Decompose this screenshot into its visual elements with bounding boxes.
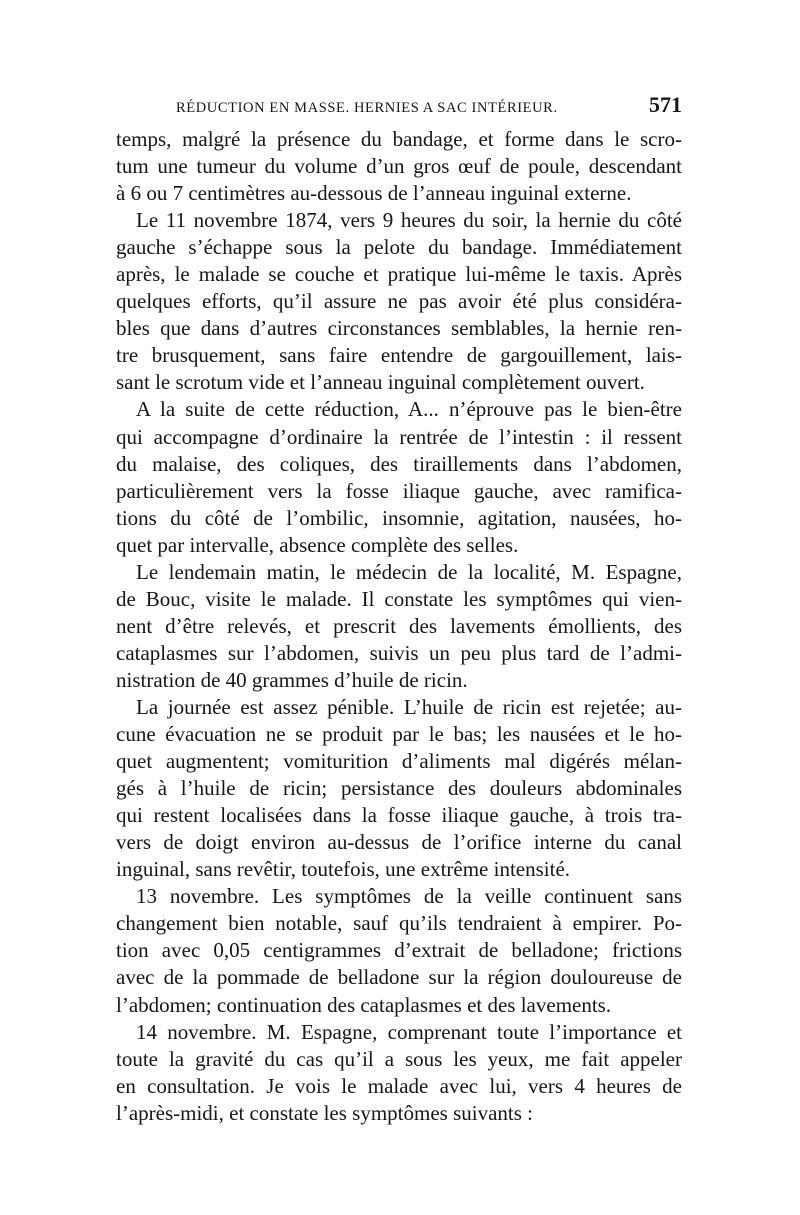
text-line: nistration de 40 grammes d’huile de ricin.	[116, 667, 468, 692]
text-line: vers de doigt environ au-dessus de l’orifice interne du canal	[116, 830, 682, 855]
text-line: l’abdomen; continuation des cataplasmes et des lavements.	[116, 992, 612, 1017]
text-line: particulièrement vers la fosse iliaque gauche, avec ramifica-	[116, 478, 682, 503]
text-line: tions du côté de l’ombilic, insomnie, agitation, nausées, ho-	[116, 505, 682, 530]
text-line: avec de la pommade de belladone sur la région douloureuse de	[116, 965, 682, 990]
text-line: cune évacuation ne se produit par le bas; les nausées et le ho-	[116, 722, 682, 747]
text-line: quet par intervalle, absence complète des selles.	[116, 532, 519, 557]
text-line: tion avec 0,05 centigrammes d’extrait de belladone; frictions	[116, 938, 682, 963]
text-line: sant le scrotum vide et l’anneau inguinal complètement ouvert.	[116, 370, 645, 395]
text-line: temps, malgré la présence du bandage, et forme dans le scro-	[116, 127, 682, 151]
body-text	[116, 126, 682, 1127]
text-line: après, le malade se couche et pratique lui-même le taxis. Après	[116, 262, 682, 287]
running-head	[116, 92, 682, 122]
text-line: qui accompagne d’ordinaire la rentrée de l’intestin : il ressent	[116, 424, 682, 449]
text-line: bles que dans d’autres circonstances semblables, la hernie ren-	[116, 316, 682, 341]
text-line: gauche s’échappe sous la pelote du bandage. Immédiatement	[116, 235, 682, 260]
text-line: du malaise, des coliques, des tiraillements dans l’abdomen,	[116, 451, 682, 476]
text-line: cataplasmes sur l’abdomen, suivis un peu plus tard de l’admi-	[116, 640, 682, 665]
text-line: tre brusquement, sans faire entendre de gargouillement, lais-	[116, 343, 682, 368]
text-line: changement bien notable, sauf qu’ils tendraient à empirer. Po-	[116, 911, 682, 936]
running-title: RÉDUCTION EN MASSE. HERNIES A SAC INTÉRIEUR.	[176, 100, 558, 116]
text-line: toute la gravité du cas qu’il a sous les yeux, me fait appeler	[116, 1046, 682, 1071]
text-line: gés à l’huile de ricin; persistance des douleurs abdominales	[116, 776, 682, 801]
text-line: inguinal, sans revêtir, toutefois, une extrême intensité.	[116, 857, 571, 882]
text-line: quelques efforts, qu’il assure ne pas avoir été plus considéra-	[116, 289, 682, 314]
text-line: l’après-midi, et constate les symptômes suivants :	[116, 1100, 534, 1125]
page-number: 571	[649, 92, 682, 117]
text-line: à 6 ou 7 centimètres au-dessous de l’anneau inguinal externe.	[116, 181, 632, 206]
text-line: quet augmentent; vomiturition d’aliments mal digérés mélan-	[116, 749, 682, 774]
text-line: qui restent localisées dans la fosse iliaque gauche, à trois tra-	[116, 803, 682, 828]
text-line: Le lendemain matin, le médecin de la localité, M. Espagne,	[136, 559, 682, 584]
text-line: 13 novembre. Les symptômes de la veille continuent sans	[136, 884, 682, 909]
text-line: 14 novembre. M. Espagne, comprenant toute l’importance et	[136, 1019, 682, 1044]
text-line: tum une tumeur du volume d’un gros œuf de poule, descendant	[116, 154, 682, 179]
text-line: de Bouc, visite le malade. Il constate les symptômes qui vien-	[116, 586, 682, 611]
text-line: A la suite de cette réduction, A... n’éprouve pas le bien-être	[136, 397, 682, 422]
text-line: en consultation. Je vois le malade avec lui, vers 4 heures de	[116, 1073, 682, 1098]
text-line: nent d’être relevés, et prescrit des lavements émollients, des	[116, 613, 682, 638]
text-line: Le 11 novembre 1874, vers 9 heures du soir, la hernie du côté	[136, 208, 682, 233]
text-line: La journée est assez pénible. L’huile de ricin est rejetée; au-	[136, 694, 682, 719]
